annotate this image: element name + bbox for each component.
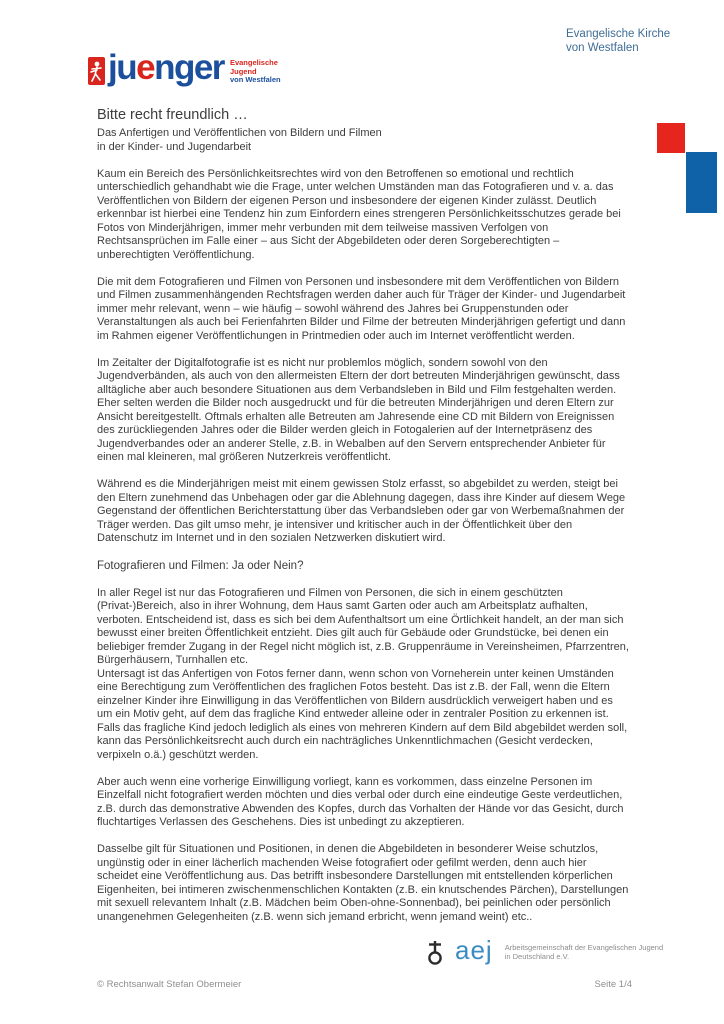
- paragraph: Die mit dem Fotografieren und Filmen von Personen und insbesondere mit dem Veröffentlichen von Bildern und Filmen zusammenhängenden Rechtsfragen werden daher auch für Träger der Kinder- und Jugendarbeit immer mehr relevant, wenn – wie häufig – sowohl während des Jahres bei Gruppenstunden oder Veranstaltungen als auch bei Ferienfahrten Bilder und Filme der betreuten Minderjährigen gefertigt und dann im Rahmen eigener Veröffentlichungen in Printmedien oder auch im Internet veröffentlicht werden.: [97, 275, 626, 342]
- paragraph: Kaum ein Bereich des Persönlichkeitsrechtes wird von den Betroffenen so emotional und rechtlich unterschiedlich gehandhabt wie die Frage, unter welchen Umständen man das Fotografieren und v. a. das Veröffentlichen von Bildern der eigenen Person und insbesondere der eigenen Kinder zulässt. Deutlich erkennbar ist hierbei eine Tendenz hin zum Einfordern eines strengeren Persönlichkeitsschutzes gerade bei Fotos von Minderjährigen, immer mehr verbunden mit dem teilweise massiven Verfolgen von Rechtsansprüchen im Falle einer – aus Sicht der Abgebildeten oder deren Sorgeberechtigten – unberechtigten Veröffentlichung.: [97, 167, 621, 261]
- decor-red-square: [657, 123, 685, 153]
- tagline-line: Jugend: [229, 66, 257, 76]
- page-title: Bitte recht freundlich …: [97, 107, 248, 123]
- section-heading: Fotografieren und Filmen: Ja oder Nein?: [97, 560, 304, 572]
- paragraph: Aber auch wenn eine vorherige Einwilligung vorliegt, kann es vorkommen, dass einzelne Personen im Einzelfall nicht fotografiert werden möchten und dies verbal oder durch eine eindeutige Geste verdeutlichen, z.B. durch das demonstrative Abwenden des Kopfes, durch das Vorhalten der Hände vor das Gesicht, durch fluchtartiges Verlassen des Geschehens. Dies ist unbedingt zu akzeptieren.: [97, 775, 624, 828]
- aej-wordmark: aej: [455, 935, 493, 965]
- juenger-wordmark: [108, 48, 224, 87]
- paragraph: Dasselbe gilt für Situationen und Positionen, in denen die Abgebildeten in besonderer Weise schutzlos, ungünstig oder in einer lächerlich machenden Weise fotografiert oder gefilmt werden, denn auch hier scheidet eine Veröffentlichung aus. Das betrifft insbesondere Darstellungen mit entstellenden körperlichen Eigenheiten, bei intimeren zwischenmenschlichen Kontakten (z.B. ein knutschendes Pärchen), Darstellungen mit sexuell relevantem Inhalt (z.B. Mädchen beim Oben-ohne-Sonnenbad), bei peinlichen oder persönlich unangenehmen Gelegenheiten (z.B. wenn sich jemand erbricht, wenn jemand weint) etc..: [97, 843, 629, 923]
- juenger-logo-icon: [88, 57, 105, 85]
- juenger-tagline: [230, 59, 281, 85]
- aej-description-line: Arbeitsgemeinschaft der Evangelischen Jugend: [504, 943, 664, 952]
- footer-bar: [97, 979, 632, 990]
- paragraph: In aller Regel ist nur das Fotografieren und Filmen von Personen, die sich in einem geschützten (Privat-)Bereich, also in ihrer Wohnung, dem Haus samt Garten oder auch am Arbeitsplatz aufhalten, verboten. Entscheidend ist, dass es sich bei dem Aufenthaltsort um eine Örtlichkeit handelt, an der man sich bewusst einer breiten Öffentlichkeit entzieht. Dies gilt auch für Gebäude oder Grundstücke, bei denen ein beliebiger fremder Zugang in der Regel nicht möglich ist, z.B. Gruppenräume in Vereinsheimen, Pfarrzentren, Bürgerhäusern, Turnhallen etc.: [97, 586, 629, 666]
- tagline-line: von Westfalen: [229, 75, 281, 84]
- cross-and-orb-icon: [427, 940, 443, 966]
- church-name-line: Evangelische Kirche: [566, 28, 671, 40]
- wordmark-part: nger: [154, 48, 224, 87]
- paragraph: Untersagt ist das Anfertigen von Fotos ferner dann, wenn schon von Vorneherein unter keinen Umständen eine Berechtigung zum Veröffentlichen des fraglichen Fotos besteht. Das ist z.B. der Fall, wenn die Eltern einzelner Kinder ihre Einwilligung in das Veröffentlichen von Bildern ausdrücklich verweigert haben und es um ein Motiv geht, auf dem das fragliche Kind entweder alleine oder in zentraler Position zu erkennen ist. Falls das fragliche Kind jedoch lediglich als eines von mehreren Kindern auf dem Bild abgebildet werden soll, kann das Persönlichkeitsrecht auch durch ein nachträgliches Unkenntlichmachen (Gesicht verdecken, verpixeln o.ä.) geschützt werden.: [97, 667, 628, 761]
- church-name-line: von Westfalen: [566, 42, 639, 54]
- paragraph: Während es die Minderjährigen meist mit einem gewissen Stolz erfasst, so abgebildet zu werden, steigt bei den Eltern zunehmend das Unbehagen oder gar die Ablehnung dagegen, dass ihre Kinder auf diesem Wege Gegenstand der öffentlichen Berichterstattung über das Verbandsleben oder gar von Werbemaßnahmen der Träger werden. Das gilt umso mehr, je intensiver und kritischer auch in der Öffentlichkeit über den Datenschutz im Internet und in den sozialen Netzwerken diskutiert wird.: [97, 478, 626, 544]
- wordmark-part-red: e: [136, 48, 155, 87]
- juenger-logo: [88, 48, 281, 87]
- aej-description-line: in Deutschland e.V.: [504, 952, 570, 961]
- subtitle-line: Das Anfertigen und Veröffentlichen von Bildern und Filmen: [97, 127, 382, 139]
- page-number: Seite 1/4: [594, 979, 632, 990]
- wordmark-part: ju: [108, 48, 137, 87]
- document-body: [97, 106, 630, 924]
- subtitle-line: in der Kinder- und Jugendarbeit: [97, 140, 252, 153]
- aej-logo: [427, 937, 663, 966]
- church-name: [566, 27, 670, 55]
- paragraph: Im Zeitalter der Digitalfotografie ist es nicht nur problemlos möglich, sondern sowohl von den Jugendverbänden, als auch von den allermeisten Eltern der dort betreuten Minderjährigen gewünscht, dass alltägliche aber auch besondere Situationen aus dem Verbandsleben in Bild und Film festgehalten werden. Eher selten werden die Bilder noch ausgedruckt und für die betreuten Minderjährigen und deren Eltern zur Ansicht bereitgestellt. Oftmals erhalten alle Betreuten am Jahresende eine CD mit Bildern von Ereignissen des zurückliegenden Jahres oder die Bilder werden gleich in Fotogalerien auf der Internetpräsenz des Jugendverbandes oder an anderer Stelle, z.B. in Webalben auf den Servern entsprechender Anbieter für einen mal kleineren, mal größeren Nutzerkreis veröffentlicht.: [97, 356, 620, 463]
- tagline-line: Evangelische: [229, 58, 278, 67]
- decor-blue-rectangle: [686, 152, 717, 213]
- copyright-text: © Rechtsanwalt Stefan Obermeier: [97, 979, 242, 990]
- aej-description: [505, 943, 663, 961]
- page-subtitle: [97, 127, 630, 154]
